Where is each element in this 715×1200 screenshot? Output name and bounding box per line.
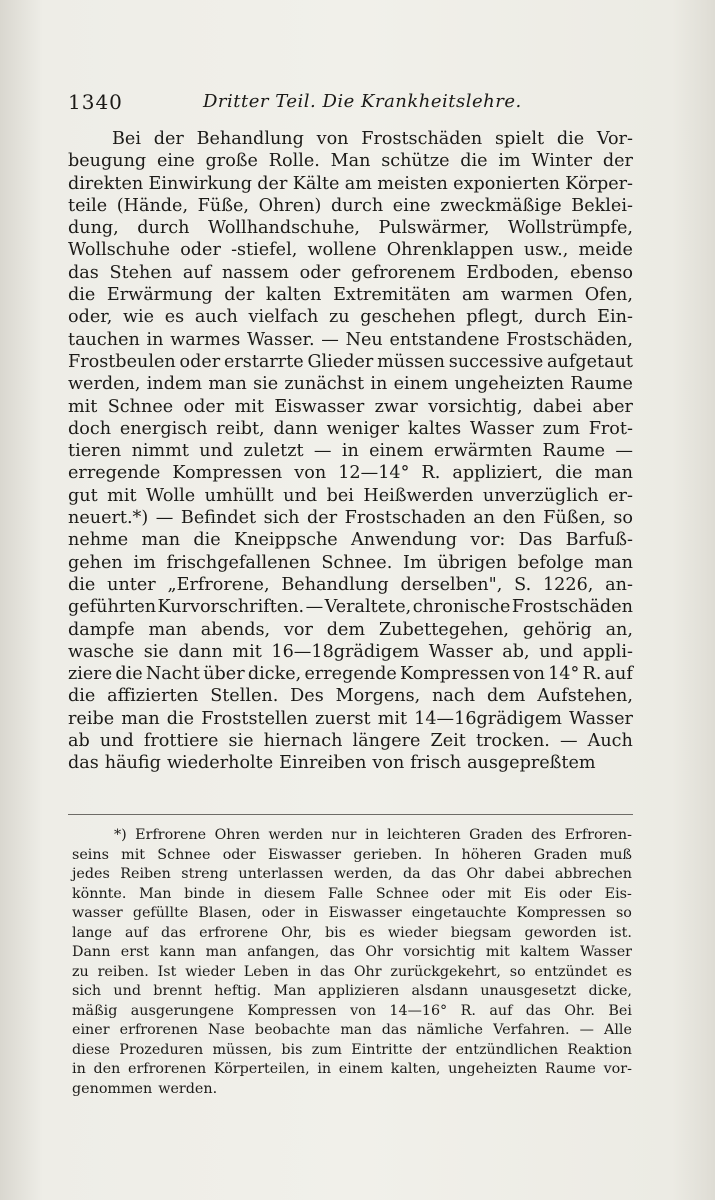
text-line: teile (Hände, Füße, Ohren) durch eine zweckmäßige Beklei- <box>68 195 633 216</box>
text-line: Wollschuhe oder -stiefel, wollene Ohrenklappen usw., meide <box>68 240 633 261</box>
footnote-line: genommen werden. <box>72 1080 218 1097</box>
footnote-line: lange auf das erfrorene Ohr, bis es wieder biegsam geworden ist. <box>72 924 632 941</box>
text-line: gehen im frischgefallenen Schnee. Im übrigen befolge man <box>68 552 633 573</box>
text-line: direkten Einwirkung der Kälte am meisten exponierten Körper- <box>68 173 633 194</box>
main-paragraph <box>68 128 633 775</box>
footnote-line: mäßig ausgerungene Kompressen von 14—16° R. auf das Ohr. Bei <box>72 1002 632 1019</box>
text-line: die affizierten Stellen. Des Morgens, nach dem Aufstehen, <box>68 686 633 707</box>
text-line: werden, indem man sie zunächst in einem ungeheizten Raume <box>68 374 633 395</box>
text-line: reibe man die Froststellen zuerst mit 14—16grädigem Wasser <box>68 708 633 729</box>
page-number: 1340 <box>68 90 123 114</box>
running-title: Dritter Teil. Die Krankheitslehre. <box>203 91 522 112</box>
text-line: ziere die Nacht über dicke, erregende Kompressen von 14° R. auf <box>68 664 633 685</box>
text-line: das häufig wiederholte Einreiben von frisch ausgepreßtem <box>68 753 596 774</box>
text-line: doch energisch reibt, dann weniger kaltes Wasser zum Frot- <box>68 418 633 439</box>
footnote-line: sich und brennt heftig. Man applizieren alsdann unausgesetzt dicke, <box>72 983 632 999</box>
footnote-divider <box>68 814 633 815</box>
footnote-line: einer erfrorenen Nase beobachte man das nämliche Verfahren. — Alle <box>72 1022 632 1038</box>
text-line: tieren nimmt und zuletzt — in einem erwärmten Raume — <box>68 441 633 462</box>
footnote-line: seins mit Schnee oder Eiswasser gerieben. In höheren Graden muß <box>72 846 632 863</box>
text-line: Bei der Behandlung von Frostschäden spielt die Vor- <box>112 129 633 149</box>
text-line: die Erwärmung der kalten Extremitäten am warmen Ofen, <box>68 285 633 306</box>
text-line: ab und frottiere sie hiernach längere Zeit trocken. — Auch <box>68 731 633 752</box>
footnote-line: jedes Reiben streng unterlassen werden, da das Ohr dabei abbrechen <box>72 866 632 882</box>
text-line: oder, wie es auch vielfach zu geschehen pflegt, durch Ein- <box>68 307 633 328</box>
text-line: erregende Kompressen von 12—14° R. appliziert, die man <box>68 463 633 484</box>
text-line: nehme man die Kneippsche Anwendung vor: Das Barfuß- <box>68 530 633 551</box>
text-line: mit Schnee oder mit Eiswasser zwar vorsichtig, dabei aber <box>68 396 633 417</box>
page-header <box>68 90 648 116</box>
footnote-line: *) Erfrorene Ohren werden nur in leichteren Graden des Erfroren- <box>114 827 632 843</box>
text-line: wasche sie dann mit 16—18grädigem Wasser ab, und appli- <box>68 641 633 662</box>
footnote-line: wasser gefüllte Blasen, oder in Eiswasser eingetauchte Kompressen so <box>72 905 632 921</box>
text-line: Frostbeulen oder erstarrte Glieder müssen successive aufgetaut <box>68 351 633 372</box>
text-line: dung, durch Wollhandschuhe, Pulswärmer, Wollstrümpfe, <box>68 218 633 239</box>
footnote-line: Dann erst kann man anfangen, das Ohr vorsichtig mit kaltem Wasser <box>72 944 632 960</box>
footnote-line: zu reiben. Ist wieder Leben in das Ohr zurückgekehrt, so entzündet es <box>72 963 632 980</box>
text-line: die unter „Erfrorene, Behandlung derselben", S. 1226, an- <box>68 574 633 595</box>
text-line: neuert.*) — Befindet sich der Frostschaden an den Füßen, so <box>68 508 633 529</box>
footnote <box>72 826 632 1099</box>
footnote-line: diese Prozeduren müssen, bis zum Eintritte der entzündlichen Reaktion <box>72 1041 632 1058</box>
footnote-line: in den erfrorenen Körperteilen, in einem kalten, ungeheizten Raume vor- <box>72 1061 632 1077</box>
footnote-line: könnte. Man binde in diesem Falle Schnee oder mit Eis oder Eis- <box>72 885 632 902</box>
text-line: gut mit Wolle umhüllt und bei Heißwerden unverzüglich er- <box>68 485 633 506</box>
text-line: dampfe man abends, vor dem Zubettegehen, gehörig an, <box>68 619 633 640</box>
text-line: beugung eine große Rolle. Man schütze die im Winter der <box>68 151 633 172</box>
text-line: geführten Kurvorschriften. — Veraltete, chronische Frostschäden <box>68 597 633 618</box>
text-line: das Stehen auf nassem oder gefrorenem Erdboden, ebenso <box>68 262 633 283</box>
text-line: tauchen in warmes Wasser. — Neu entstandene Frostschäden, <box>68 329 633 350</box>
